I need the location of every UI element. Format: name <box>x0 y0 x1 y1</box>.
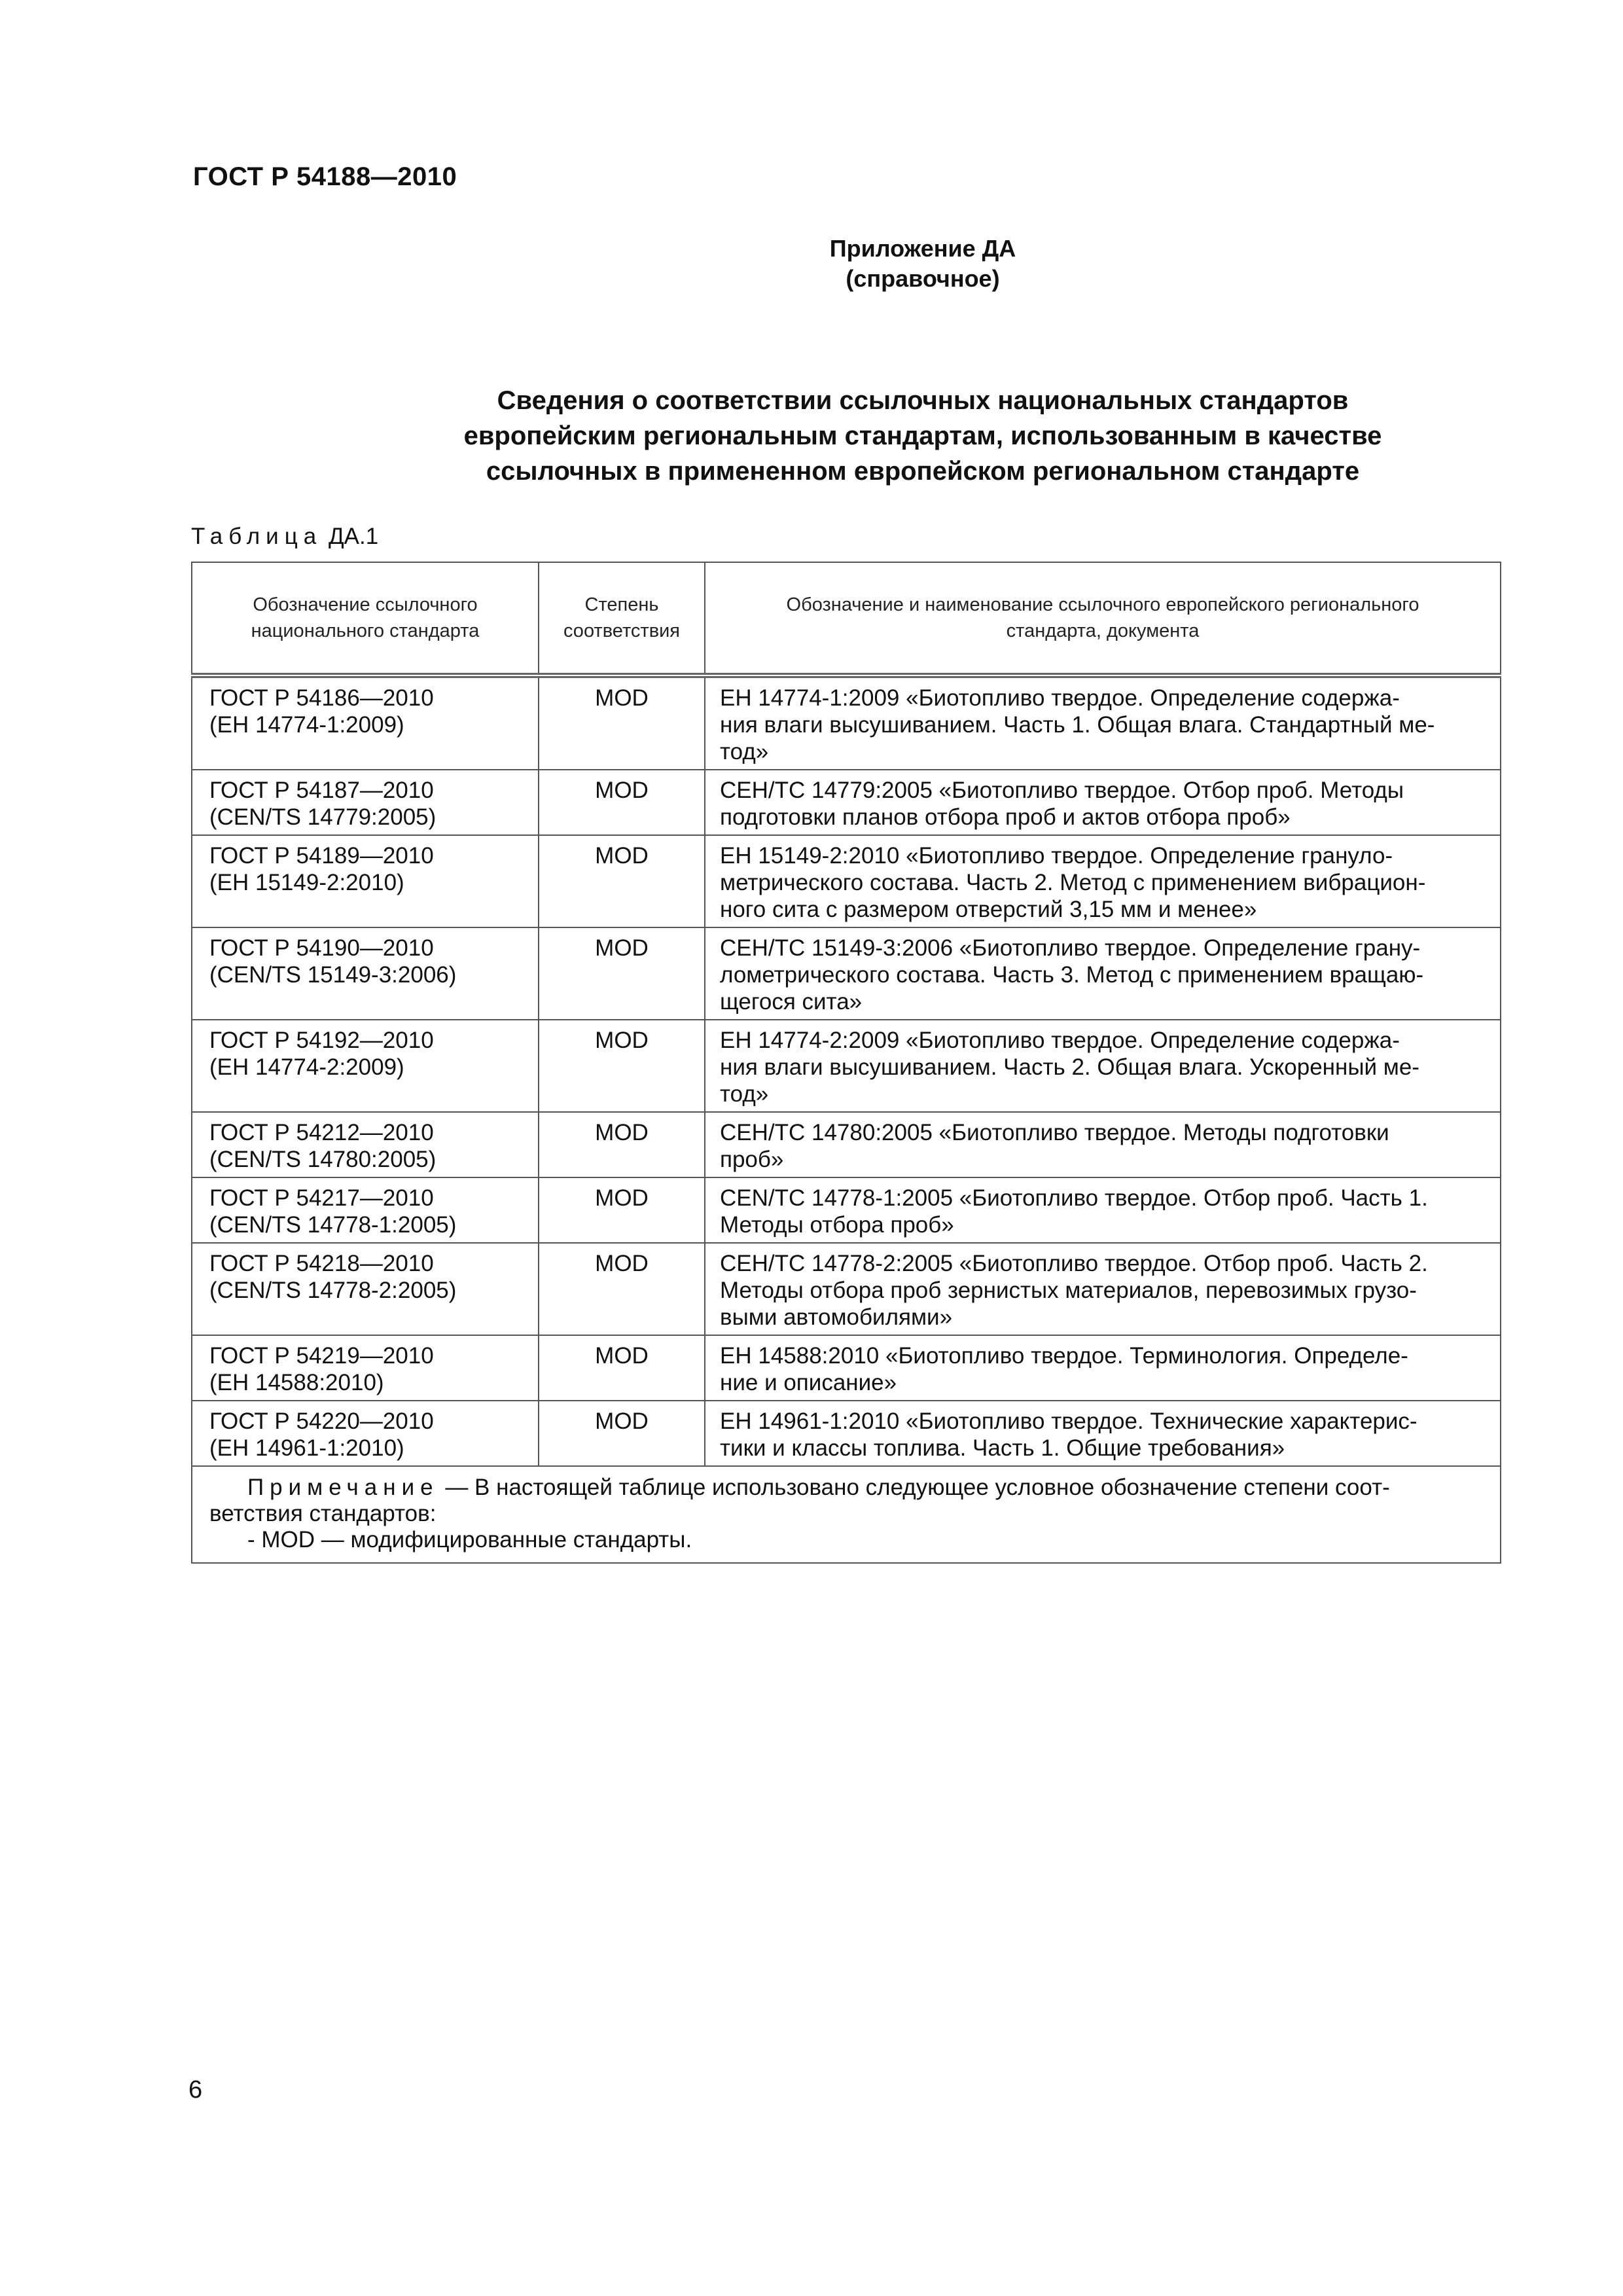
cell-line: (CEN/TS 14779:2005) <box>209 804 437 830</box>
cell-line: (CEN/TS 14778-2:2005) <box>209 1278 457 1303</box>
cell-line: лометрического состава. Часть 3. Метод с применением вращаю- <box>720 962 1424 988</box>
european-standard-cell <box>705 1401 1501 1466</box>
cell-line: ГОСТ Р 54218—2010 <box>209 1251 434 1276</box>
table-row <box>192 1335 1501 1401</box>
table-row <box>192 1112 1501 1177</box>
cell-line: метрического состава. Часть 2. Метод с применением вибрацион- <box>720 870 1426 895</box>
european-standard-cell <box>705 770 1501 835</box>
section-title-line: ссылочных в примененном европейском региональном стандарте <box>486 457 1360 486</box>
cell-line: ГОСТ Р 54217—2010 <box>209 1185 434 1211</box>
cell-line: (ЕН 14588:2010) <box>209 1370 384 1395</box>
european-standard-cell <box>705 1020 1501 1112</box>
reference-standards-table <box>191 562 1501 1564</box>
national-standard-cell <box>192 1401 539 1466</box>
cell-line: ГОСТ Р 54190—2010 <box>209 935 434 961</box>
degree-cell: MOD <box>539 1177 705 1243</box>
cell-line: СЕN/ТС 14778-1:2005 «Биотопливо твердое. Отбор проб. Часть 1. <box>720 1185 1428 1211</box>
note-line: ветствия стандартов: <box>209 1501 437 1526</box>
cell-line: ния влаги высушиванием. Часть 2. Общая влага. Ускоренный ме- <box>720 1054 1419 1080</box>
cell-line: подготовки планов отбора проб и актов отбора проб» <box>720 804 1291 830</box>
table-row <box>192 1401 1501 1466</box>
cell-line: тод» <box>720 1081 769 1107</box>
degree-cell: MOD <box>539 927 705 1020</box>
european-standard-cell <box>705 927 1501 1020</box>
note-text: — В настоящей таблице использовано следующее условное обозначение степени соот- <box>445 1475 1390 1500</box>
cell-line: ЕН 14961-1:2010 «Биотопливо твердое. Технические характерис- <box>720 1408 1418 1434</box>
degree-cell: MOD <box>539 1335 705 1401</box>
national-standard-cell <box>192 927 539 1020</box>
national-standard-cell <box>192 675 539 770</box>
national-standard-cell <box>192 1335 539 1401</box>
cell-line: (ЕН 14774-2:2009) <box>209 1054 404 1080</box>
table-caption-number: ДА.1 <box>328 524 379 549</box>
degree-cell: MOD <box>539 1401 705 1466</box>
cell-line: ния влаги высушиванием. Часть 1. Общая влага. Стандартный ме- <box>720 712 1435 738</box>
column-header-european-standard <box>705 562 1501 675</box>
cell-line: Методы отбора проб» <box>720 1212 954 1238</box>
table-note <box>192 1466 1501 1563</box>
european-standard-cell <box>705 675 1501 770</box>
table-row <box>192 927 1501 1020</box>
national-standard-cell <box>192 1020 539 1112</box>
national-standard-cell <box>192 1243 539 1335</box>
column-header-national-standard <box>192 562 539 675</box>
cell-line: (ЕН 14774-1:2009) <box>209 712 404 738</box>
cell-line: ние и описание» <box>720 1370 897 1395</box>
cell-line: ГОСТ Р 54189—2010 <box>209 843 434 869</box>
cell-line: ЕН 14588:2010 «Биотопливо твердое. Терминология. Определе- <box>720 1343 1408 1369</box>
national-standard-cell <box>192 1112 539 1177</box>
table-header-row <box>192 562 1501 675</box>
national-standard-cell <box>192 1177 539 1243</box>
header-line: стандарта, документа <box>1006 620 1200 641</box>
table-note-row <box>192 1466 1501 1563</box>
european-standard-cell <box>705 835 1501 927</box>
cell-line: СЕН/ТС 14778-2:2005 «Биотопливо твердое. Отбор проб. Часть 2. <box>720 1251 1428 1276</box>
appendix-heading <box>0 234 1623 294</box>
degree-cell: MOD <box>539 1243 705 1335</box>
section-title <box>0 383 1623 489</box>
table-caption <box>191 524 378 550</box>
cell-line: СЕН/ТС 14780:2005 «Биотопливо твердое. Методы подготовки <box>720 1120 1389 1145</box>
european-standard-cell <box>705 1335 1501 1401</box>
european-standard-cell <box>705 1243 1501 1335</box>
national-standard-cell <box>192 835 539 927</box>
table-row <box>192 1020 1501 1112</box>
note-line <box>209 1527 1483 1553</box>
header-line: Обозначение и наименование ссылочного европейского регионального <box>786 594 1419 615</box>
degree-cell: MOD <box>539 770 705 835</box>
degree-cell: MOD <box>539 675 705 770</box>
cell-line: (ЕН 14961-1:2010) <box>209 1435 404 1461</box>
degree-cell: MOD <box>539 1112 705 1177</box>
page-number: 6 <box>188 2076 203 2104</box>
table-row <box>192 675 1501 770</box>
cell-line: ГОСТ Р 54220—2010 <box>209 1408 434 1434</box>
column-header-degree <box>539 562 705 675</box>
cell-line: ГОСТ Р 54192—2010 <box>209 1028 434 1053</box>
cell-line: ГОСТ Р 54212—2010 <box>209 1120 434 1145</box>
cell-line: щегося сита» <box>720 989 863 1014</box>
cell-line: ГОСТ Р 54219—2010 <box>209 1343 434 1369</box>
cell-line: ЕН 14774-1:2009 «Биотопливо твердое. Определение содержа- <box>720 685 1400 711</box>
header-line: Степень <box>584 594 659 615</box>
table-row <box>192 770 1501 835</box>
cell-line: (CEN/TS 14780:2005) <box>209 1147 437 1172</box>
cell-line: СЕН/ТС 15149-3:2006 «Биотопливо твердое. Определение грану- <box>720 935 1421 961</box>
cell-line: Методы отбора проб зернистых материалов, перевозимых грузо- <box>720 1278 1417 1303</box>
appendix-title: Приложение ДА <box>829 235 1016 262</box>
header-line: национального стандарта <box>251 620 480 641</box>
cell-line: (CEN/TS 15149-3:2006) <box>209 962 457 988</box>
cell-line: ЕН 15149-2:2010 «Биотопливо твердое. Определение грануло- <box>720 843 1393 869</box>
european-standard-cell <box>705 1177 1501 1243</box>
degree-cell: MOD <box>539 835 705 927</box>
table-caption-label: Таблица <box>191 524 323 549</box>
note-line <box>209 1475 1483 1501</box>
note-text: - MOD — модифицированные стандарты. <box>247 1527 692 1552</box>
appendix-type: (справочное) <box>846 265 1000 292</box>
cell-line: тод» <box>720 739 769 764</box>
cell-line: ного сита с размером отверстий 3,15 мм и менее» <box>720 897 1257 922</box>
note-label: Примечание <box>247 1475 439 1500</box>
degree-cell: MOD <box>539 1020 705 1112</box>
header-line: Обозначение ссылочного <box>253 594 478 615</box>
header-line: соответствия <box>563 620 681 641</box>
national-standard-cell <box>192 770 539 835</box>
cell-line: ЕН 14774-2:2009 «Биотопливо твердое. Определение содержа- <box>720 1028 1400 1053</box>
cell-line: (ЕН 15149-2:2010) <box>209 870 404 895</box>
cell-line: выми автомобилями» <box>720 1304 953 1330</box>
section-title-line: европейским региональным стандартам, использованным в качестве <box>463 422 1382 450</box>
cell-line: ГОСТ Р 54187—2010 <box>209 778 434 803</box>
cell-line: тики и классы топлива. Часть 1. Общие требования» <box>720 1435 1285 1461</box>
table-row <box>192 1177 1501 1243</box>
table-row <box>192 1243 1501 1335</box>
cell-line: СЕН/ТС 14779:2005 «Биотопливо твердое. Отбор проб. Методы <box>720 778 1404 803</box>
cell-line: ГОСТ Р 54186—2010 <box>209 685 434 711</box>
cell-line: проб» <box>720 1147 784 1172</box>
cell-line: (CEN/TS 14778-1:2005) <box>209 1212 457 1238</box>
section-title-line: Сведения о соответствии ссылочных национальных стандартов <box>497 386 1349 415</box>
document-code: ГОСТ Р 54188—2010 <box>193 162 457 191</box>
european-standard-cell <box>705 1112 1501 1177</box>
table-row <box>192 835 1501 927</box>
